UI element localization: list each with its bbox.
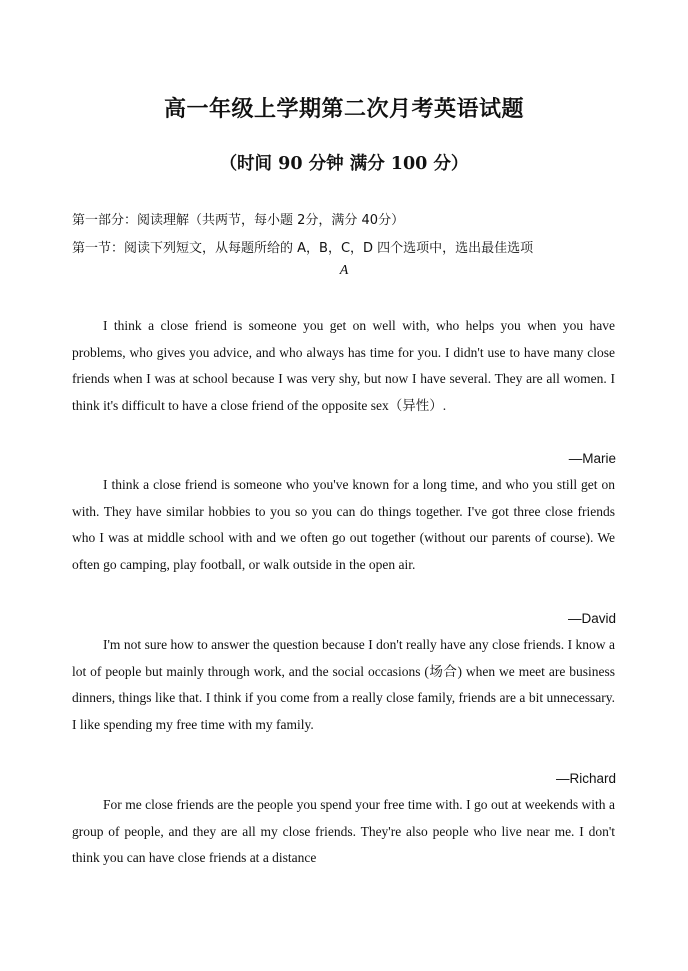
paragraph-text: I think a close friend is someone who you've known for a long time, and who you still get on with. They have similar hobbies to you so you can do things together. I've got three close friends who I was at middle school with and we often go out together (without our parents of course). We often go camping, play football, or walk outside in the open air. xyxy=(72,477,615,572)
passage-label: A xyxy=(339,263,349,278)
paragraph-text: I'm not sure how to answer the question because I don't really have any close friends. I know a lot of people but mainly through work, and the social occasions (场合) when we meet are business dinners, things like that. I think if you come from a really close family, friends are a bit unnecessary. I like spending my free time with my family. xyxy=(72,637,615,732)
section-one-instruction: 第一节：阅读下列短文，从每题所给的 A，B，C，D 四个选项中，选出最佳选项 xyxy=(72,241,534,256)
passage-paragraph-1 xyxy=(72,313,615,419)
exam-subtitle: （时间 90 分钟 满分 100 分） xyxy=(219,154,469,174)
exam-title: 高一年级上学期第二次月考英语试题 xyxy=(163,96,524,122)
passage-paragraph-3 xyxy=(72,632,615,738)
signature-marie: —Marie xyxy=(568,451,616,466)
paragraph-text: I think a close friend is someone you get on well with, who helps you when you have problems, who gives you advice, and who always has time for you. I didn't use to have many close friends when I was at school because I was very shy, but now I have several. They are all women. I think it's difficult to have a close friend of the opposite sex（异性）. xyxy=(72,318,615,413)
signature-richard: —Richard xyxy=(555,771,616,786)
part-one-instruction: 第一部分：阅读理解（共两节，每小题 2分，满分 40分） xyxy=(72,213,405,228)
passage-paragraph-2 xyxy=(72,472,615,578)
signature-david: —David xyxy=(567,611,616,626)
paragraph-text: For me close friends are the people you spend your free time with. I go out at weekends with a group of people, and they are all my close friends. They're also people who live near me. I don't think you can have close friends at a distance xyxy=(72,797,615,866)
passage-paragraph-4 xyxy=(72,792,615,872)
